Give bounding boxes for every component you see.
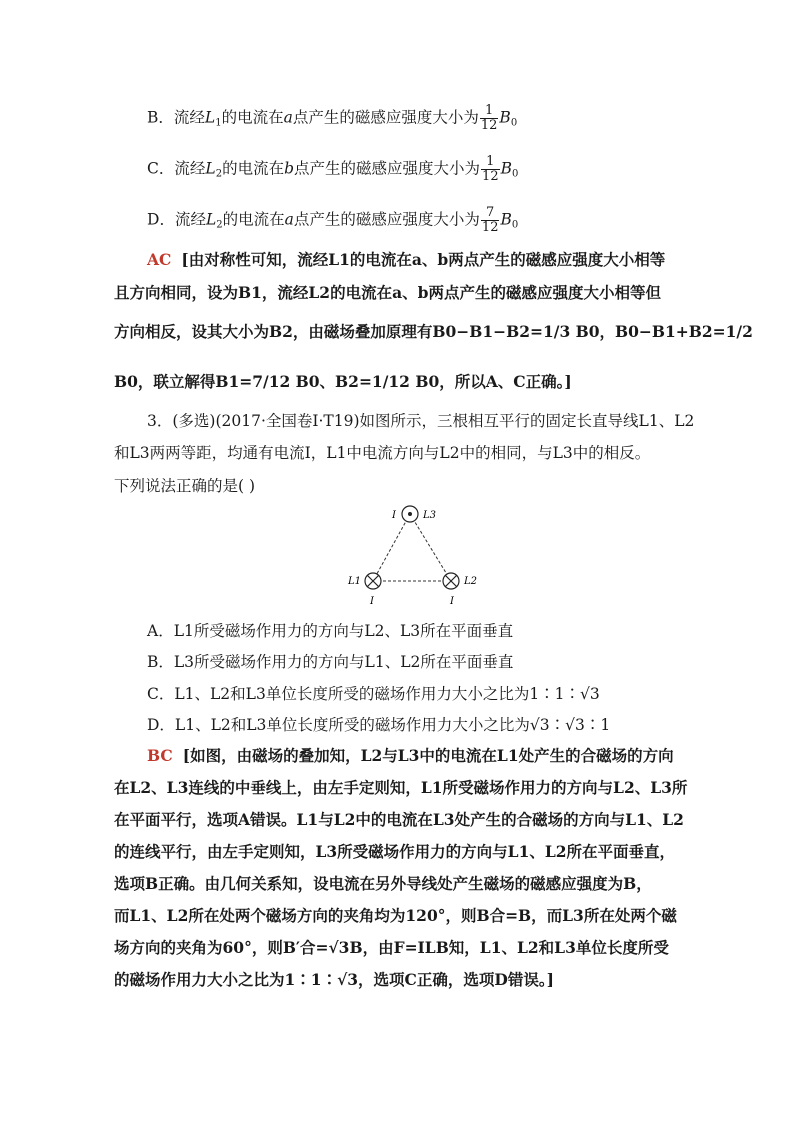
answer3-key: BC: [147, 746, 173, 765]
q3-option-d: D．L1、L2和L3单位长度所受的磁场作用力大小之比为√3∶√3∶1: [147, 716, 611, 734]
q3-option-c: C．L1、L2和L3单位长度所受的磁场作用力大小之比为1∶1∶√3: [147, 685, 600, 703]
label-left-wire: L1: [348, 576, 362, 587]
wire-into-page-icon: [365, 573, 381, 589]
option-b: B．流经$L_1$的电流在a点产生的磁感应强度大小为 $\frac{1}{12}$ $B_0$: [147, 103, 518, 133]
question3-line-2: 和L3两两等距，均通有电流I，L1中电流方向与L2中的相同，与L3中的相反。: [114, 444, 651, 462]
answer3-line-1: BC [如图，由磁场的叠加知，L2与L3中的电流在L1处产生的合磁场的方向: [147, 746, 674, 765]
option-d: D．流经$L_2$的电流在a点产生的磁感应强度大小为 $\frac{7}{12}$ $B_0$: [147, 205, 519, 235]
label-top-current: I: [392, 510, 396, 521]
question3-line-3: 下列说法正确的是( ): [114, 477, 256, 495]
answer3-line-6: 而L1、L2所在处两个磁场方向的夹角均为120°，则B合=B，而L3所在处两个磁: [114, 906, 677, 925]
q3-option-a: A．L1所受磁场作用力的方向与L2、L3所在平面垂直: [147, 622, 514, 640]
option-c: C．流经$L_2$的电流在b点产生的磁感应强度大小为 $\frac{1}{12}$ $B_0$: [147, 154, 519, 184]
dashed-side-left: [373, 514, 410, 581]
wire-into-page-icon: [443, 573, 459, 589]
label-right-wire: L2: [464, 576, 478, 587]
answer3-line-4: 的连线平行，由左手定则知，L3所受磁场作用力的方向与L1、L2所在平面垂直，: [114, 842, 676, 861]
fraction: $\frac{1}{12}$: [482, 154, 499, 184]
fraction: $\frac{1}{12}$: [480, 103, 498, 133]
answer3-line-8: 的磁场作用力大小之比为1∶1∶√3，选项C正确，选项D错误。]: [114, 970, 554, 989]
label-left-current: I: [370, 596, 374, 607]
answer2-key: AC: [147, 250, 172, 269]
fraction: $\frac{7}{12}$: [481, 205, 499, 235]
answer3-line-2: 在L2、L3连线的中垂线上，由左手定则知，L1所受磁场作用力的方向与L2、L3所: [114, 778, 688, 797]
question3-line-1: 3．(多选)(2017·全国卷Ⅰ·T19)如图所示，三根相互平行的固定长直导线L1、L2: [147, 412, 695, 430]
answer2-line-1: AC [由对称性可知，流经L1的电流在a、b两点产生的磁感应强度大小相等: [147, 250, 666, 269]
wire-out-of-page-icon: [402, 506, 418, 522]
answer3-line-7: 场方向的夹角为60°，则B′合=√3B，由F=ILB知，L1、L2和L3单位长度所受: [114, 938, 669, 957]
answer2-line-4: B0，联立解得B1=7/12 B0、B2=1/12 B0，所以A、C正确。]: [114, 372, 572, 391]
label-right-current: I: [450, 596, 454, 607]
answer2-line-3: 方向相反，设其大小为B2，由磁场叠加原理有B0−B1−B2=1/3 B0，B0−B1+B2=1/2: [114, 322, 753, 341]
q3-option-b: B．L3所受磁场作用力的方向与L1、L2所在平面垂直: [147, 653, 514, 671]
wires-triangle-diagram: [340, 500, 480, 610]
answer3-line-3: 在平面平行，选项A错误。L1与L2中的电流在L3处产生的合磁场的方向与L1、L2: [114, 810, 684, 829]
answer3-line-5: 选项B正确。由几何关系知，设电流在另外导线处产生磁场的磁感应强度为B，: [114, 874, 652, 893]
dashed-side-right: [410, 514, 451, 581]
answer2-line-2: 且方向相同，设为B1，流经L2的电流在a、b两点产生的磁感应强度大小相等但: [114, 283, 661, 302]
label-top-wire: L3: [423, 510, 437, 521]
